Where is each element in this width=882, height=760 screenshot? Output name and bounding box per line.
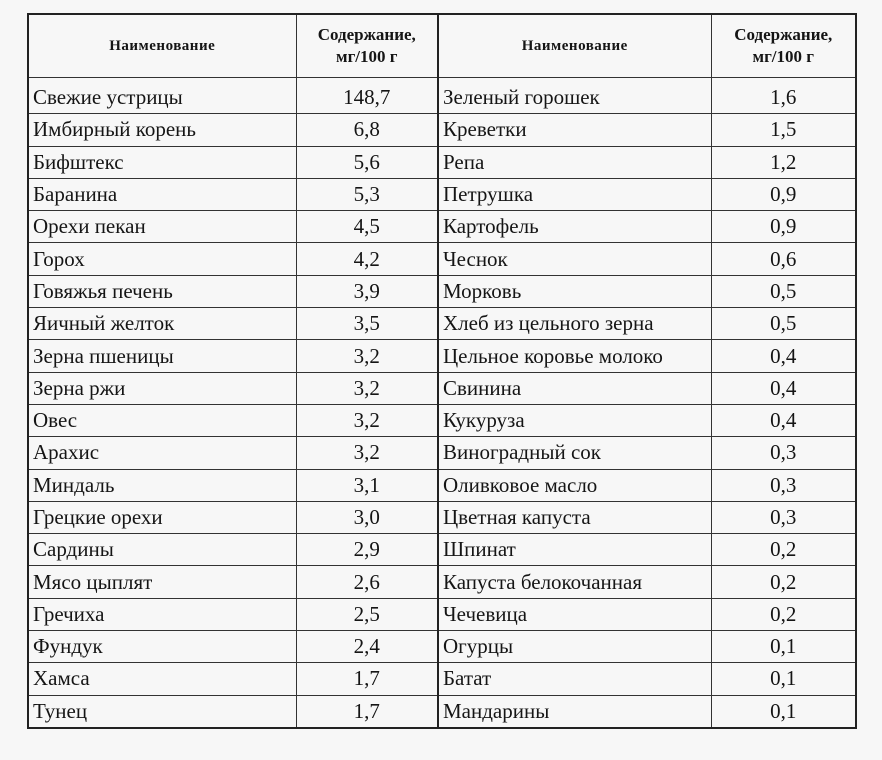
right-value-cell: 0,3 (711, 501, 856, 533)
left-value-cell: 1,7 (296, 663, 438, 695)
right-name-cell: Свинина (438, 372, 711, 404)
left-value-cell: 3,2 (296, 437, 438, 469)
right-name-cell: Чеснок (438, 243, 711, 275)
right-value-cell: 0,6 (711, 243, 856, 275)
table-row (28, 437, 856, 469)
right-value-cell: 1,6 (711, 78, 856, 114)
right-value-cell: 0,5 (711, 275, 856, 307)
left-value-cell: 2,4 (296, 631, 438, 663)
table-row (28, 663, 856, 695)
right-name-cell: Репа (438, 146, 711, 178)
left-name-cell: Говяжья печень (28, 275, 296, 307)
right-name-cell: Оливковое масло (438, 469, 711, 501)
right-name-cell: Цветная капуста (438, 501, 711, 533)
header-name-left: Наименование (28, 14, 296, 78)
right-value-cell: 0,5 (711, 308, 856, 340)
header-content-right: Содержание, мг/100 г (711, 14, 856, 78)
right-name-cell: Петрушка (438, 178, 711, 210)
right-value-cell: 0,3 (711, 469, 856, 501)
right-value-cell: 0,4 (711, 372, 856, 404)
table-row (28, 243, 856, 275)
table-row (28, 501, 856, 533)
right-name-cell: Картофель (438, 211, 711, 243)
left-value-cell: 5,6 (296, 146, 438, 178)
right-name-cell: Виноградный сок (438, 437, 711, 469)
right-name-cell: Зеленый горошек (438, 78, 711, 114)
right-value-cell: 0,3 (711, 437, 856, 469)
left-name-cell: Бифштекс (28, 146, 296, 178)
left-value-cell: 4,2 (296, 243, 438, 275)
left-name-cell: Тунец (28, 695, 296, 728)
table-row (28, 566, 856, 598)
table-row (28, 78, 856, 114)
right-name-cell: Цельное коровье молоко (438, 340, 711, 372)
right-name-cell: Батат (438, 663, 711, 695)
left-value-cell: 2,5 (296, 598, 438, 630)
right-name-cell: Хлеб из цельного зерна (438, 308, 711, 340)
right-name-cell: Капуста белокочанная (438, 566, 711, 598)
left-name-cell: Баранина (28, 178, 296, 210)
left-value-cell: 2,6 (296, 566, 438, 598)
right-value-cell: 0,1 (711, 695, 856, 728)
table-row (28, 404, 856, 436)
table-row (28, 340, 856, 372)
right-name-cell: Шпинат (438, 534, 711, 566)
table-row (28, 372, 856, 404)
left-value-cell: 6,8 (296, 114, 438, 146)
table-body (28, 78, 856, 728)
left-name-cell: Имбирный корень (28, 114, 296, 146)
left-value-cell: 3,2 (296, 372, 438, 404)
table-row (28, 308, 856, 340)
table-row (28, 534, 856, 566)
left-name-cell: Грецкие орехи (28, 501, 296, 533)
left-name-cell: Мясо цыплят (28, 566, 296, 598)
right-value-cell: 1,5 (711, 114, 856, 146)
right-name-cell: Морковь (438, 275, 711, 307)
right-name-cell: Креветки (438, 114, 711, 146)
left-name-cell: Свежие устрицы (28, 78, 296, 114)
left-value-cell: 148,7 (296, 78, 438, 114)
left-value-cell: 3,2 (296, 404, 438, 436)
right-value-cell: 0,1 (711, 631, 856, 663)
left-value-cell: 2,9 (296, 534, 438, 566)
table-row (28, 211, 856, 243)
left-name-cell: Орехи пекан (28, 211, 296, 243)
left-name-cell: Овес (28, 404, 296, 436)
right-value-cell: 0,4 (711, 404, 856, 436)
table-row (28, 146, 856, 178)
right-value-cell: 0,2 (711, 566, 856, 598)
left-name-cell: Арахис (28, 437, 296, 469)
left-name-cell: Зерна пшеницы (28, 340, 296, 372)
right-value-cell: 0,9 (711, 178, 856, 210)
header-row (28, 14, 856, 78)
left-name-cell: Зерна ржи (28, 372, 296, 404)
header-content-left: Содержание, мг/100 г (296, 14, 438, 78)
left-value-cell: 4,5 (296, 211, 438, 243)
right-value-cell: 1,2 (711, 146, 856, 178)
left-value-cell: 3,9 (296, 275, 438, 307)
right-value-cell: 0,2 (711, 598, 856, 630)
right-value-cell: 0,4 (711, 340, 856, 372)
table-row (28, 631, 856, 663)
left-value-cell: 3,1 (296, 469, 438, 501)
left-name-cell: Яичный желток (28, 308, 296, 340)
table-row (28, 469, 856, 501)
right-name-cell: Чечевица (438, 598, 711, 630)
table-row (28, 695, 856, 728)
right-name-cell: Кукуруза (438, 404, 711, 436)
left-name-cell: Горох (28, 243, 296, 275)
table-row (28, 598, 856, 630)
right-name-cell: Мандарины (438, 695, 711, 728)
nutrient-table (27, 13, 857, 729)
left-value-cell: 5,3 (296, 178, 438, 210)
left-value-cell: 3,5 (296, 308, 438, 340)
right-value-cell: 0,9 (711, 211, 856, 243)
left-name-cell: Гречиха (28, 598, 296, 630)
left-value-cell: 1,7 (296, 695, 438, 728)
table-row (28, 275, 856, 307)
left-value-cell: 3,2 (296, 340, 438, 372)
left-name-cell: Миндаль (28, 469, 296, 501)
right-value-cell: 0,2 (711, 534, 856, 566)
right-name-cell: Огурцы (438, 631, 711, 663)
header-name-right: Наименование (438, 14, 711, 78)
table-row (28, 178, 856, 210)
right-value-cell: 0,1 (711, 663, 856, 695)
table-row (28, 114, 856, 146)
left-name-cell: Сардины (28, 534, 296, 566)
left-value-cell: 3,0 (296, 501, 438, 533)
left-name-cell: Фундук (28, 631, 296, 663)
left-name-cell: Хамса (28, 663, 296, 695)
